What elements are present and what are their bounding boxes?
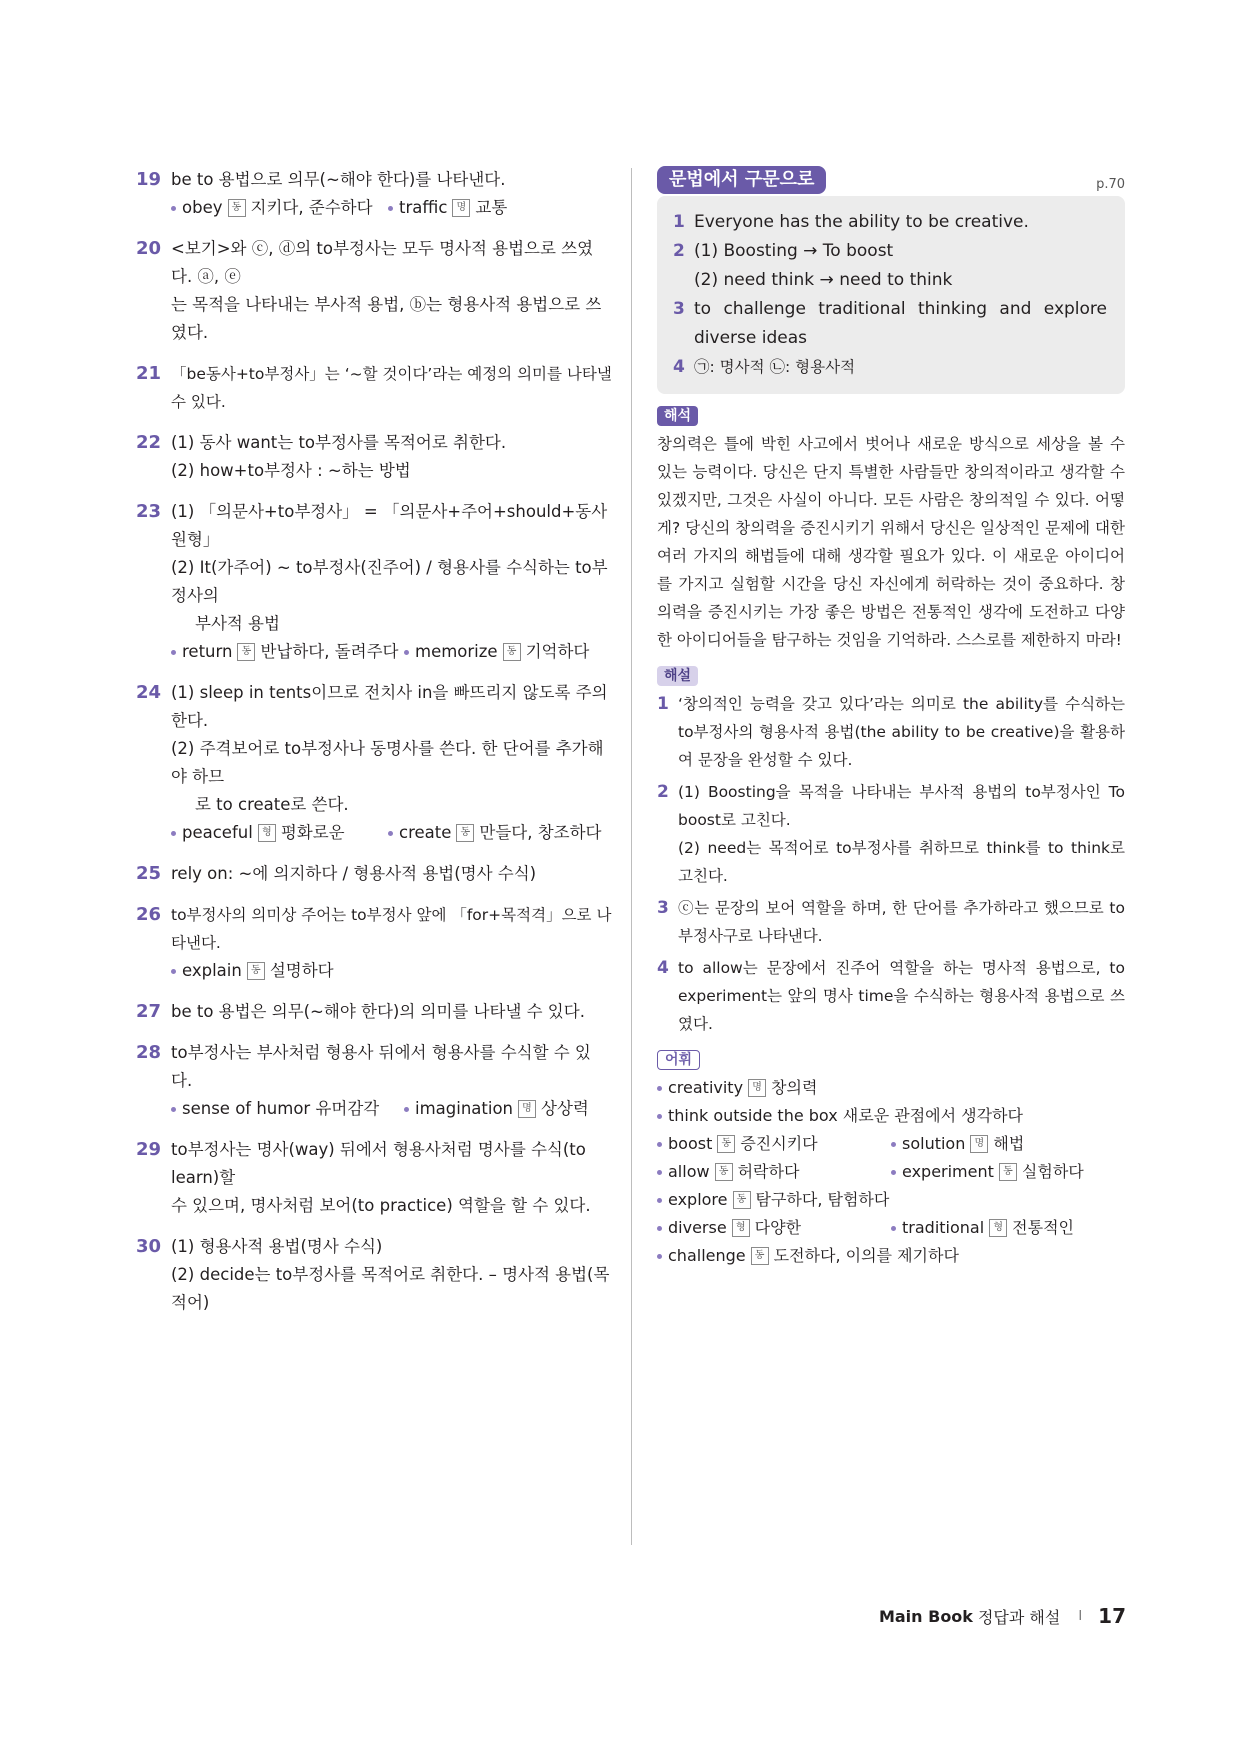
bullet-icon <box>171 831 176 836</box>
vocab-word: obey <box>182 198 223 217</box>
bullet-icon <box>657 1086 662 1091</box>
answer-number: 3 <box>673 299 685 319</box>
vocab-meaning: 지키다, 준수하다 <box>250 198 373 217</box>
answer-item <box>673 208 1107 237</box>
bullet-icon <box>388 206 393 211</box>
part-of-speech-badge: 동 <box>228 199 246 217</box>
question-number: 23 <box>136 501 162 522</box>
part-of-speech-badge: 동 <box>751 1247 769 1265</box>
explanation-line: to부정사는 명사(way) 뒤에서 형용사처럼 명사를 수식(to learn)할 <box>171 1140 586 1187</box>
answer-item <box>673 295 1107 353</box>
vocab-meaning: 창의력 <box>771 1078 818 1097</box>
vocab-meaning: 만들다, 창조하다 <box>479 823 602 842</box>
answer-text: (2) need think → need to think <box>694 270 953 290</box>
explanation-line: be to 용법으로 의무(~해야 한다)를 나타낸다. <box>171 170 506 189</box>
vocab-meaning: 상상력 <box>541 1099 589 1118</box>
right-column <box>657 166 1125 1270</box>
question-number: 22 <box>136 432 162 453</box>
vocab-list <box>657 1074 1125 1270</box>
vocab-line <box>171 1095 612 1123</box>
vocab-line <box>171 819 612 847</box>
explanation-line: (1) 형용사적 용법(명사 수식) <box>171 1237 383 1256</box>
explanation-line: 「be동사+to부정사」는 ‘~할 것이다’라는 예정의 의미를 나타낼 수 있다. <box>171 365 612 411</box>
vocab-word: solution <box>902 1134 966 1153</box>
question-number: 27 <box>136 1001 162 1022</box>
explanation-line: <보기>와 ⓒ, ⓓ의 to부정사는 모두 명사적 용법으로 쓰였다. ⓐ, ⓔ <box>171 239 594 286</box>
vocab-word: creativity <box>668 1078 744 1097</box>
vocab-meaning: 해법 <box>993 1134 1025 1153</box>
vocab-meaning: 전통적인 <box>1012 1218 1074 1237</box>
question-24 <box>136 679 612 847</box>
vocab-word: explore <box>668 1190 728 1209</box>
bullet-icon <box>657 1170 662 1175</box>
part-of-speech-badge: 동 <box>717 1135 735 1153</box>
explanation-line: (1) sleep in tents이므로 전치사 in을 빠뜨리지 않도록 주의한다. <box>171 683 608 730</box>
vocab-row <box>657 1158 1125 1186</box>
explanation-item <box>657 690 1125 774</box>
explanation-line: (2) how+to부정사 : ~하는 방법 <box>171 461 411 480</box>
explanation-number: 4 <box>657 958 669 978</box>
explanation-item <box>657 778 1125 890</box>
question-number: 25 <box>136 863 162 884</box>
answer-number: 2 <box>673 241 685 261</box>
vocab-word: return <box>182 642 233 661</box>
question-25 <box>136 860 612 888</box>
vocab-meaning: 도전하다, 이의를 제기하다 <box>773 1246 959 1265</box>
explanation-text: to allow는 문장에서 진주어 역할을 하는 명사적 용법으로, to experiment는 앞의 명사 time을 수식하는 형용사적 용법으로 쓰였다. <box>678 959 1125 1033</box>
part-of-speech-badge: 동 <box>999 1163 1017 1181</box>
question-21 <box>136 360 612 416</box>
page-number: 17 <box>1098 1604 1126 1628</box>
bullet-icon <box>388 831 393 836</box>
vocab-label: 어휘 <box>657 1050 700 1070</box>
bullet-icon <box>404 1107 409 1112</box>
explanation-line: to부정사는 부사처럼 형용사 뒤에서 형용사를 수식할 수 있다. <box>171 1043 591 1090</box>
part-of-speech-badge: 명 <box>970 1135 988 1153</box>
answer-box <box>657 196 1125 394</box>
explanation-label: 해설 <box>657 666 698 686</box>
left-column <box>136 166 612 1330</box>
explanation-line: (1) 「의문사+to부정사」 = 「의문사+주어+should+동사원형」 <box>171 502 608 549</box>
vocab-word: imagination <box>415 1099 514 1118</box>
vocab-word: challenge <box>668 1246 746 1265</box>
vocab-meaning: 새로운 관점에서 생각하다 <box>842 1106 1023 1125</box>
explanation-line: (1) 동사 want는 to부정사를 목적어로 취한다. <box>171 433 507 452</box>
vocab-meaning: 다양한 <box>754 1218 802 1237</box>
answer-item <box>673 353 1107 382</box>
vocab-meaning: 기억하다 <box>525 642 590 661</box>
question-20 <box>136 235 612 347</box>
explanation-text: ‘창의적인 능력을 갖고 있다’라는 의미로 the ability를 수식하는 to부정사의 형용사적 용법(the ability to be creative)을 활용하여 문장을 완성할 수 있다. <box>678 695 1125 769</box>
part-of-speech-badge: 동 <box>715 1163 733 1181</box>
part-of-speech-badge: 형 <box>732 1219 750 1237</box>
vocab-meaning: 증진시키다 <box>740 1134 818 1153</box>
answer-text: diverse ideas <box>694 328 807 348</box>
explanation-line: (2) decide는 to부정사를 목적어로 취한다. – 명사적 용법(목적어) <box>171 1265 610 1312</box>
vocab-word: traffic <box>399 198 448 217</box>
footer-separator: I <box>1078 1608 1083 1624</box>
vocab-meaning: 교통 <box>475 198 508 217</box>
answer-text: to challenge traditional thinking and explore <box>694 299 1107 319</box>
bullet-icon <box>657 1198 662 1203</box>
part-of-speech-badge: 동 <box>733 1191 751 1209</box>
vocab-meaning: 평화로운 <box>280 823 345 842</box>
vocab-word: memorize <box>415 642 498 661</box>
translation-text: 창의력은 틀에 박힌 사고에서 벗어나 새로운 방식으로 세상을 볼 수 있는 능력이다. 당신은 단지 특별한 사람들만 창의적이라고 생각할 수 있겠지만, 그것은 사실이 아니다. 모든 사람은 창의적일 수 있다. 어떻게? 당신의 창의력을 증진시키기 위해서 당신은 일상적인 문제에 대한 여러 가지의 해법들에 대해 생각할 필요가 있다. 이 새로운 아이디어를 가지고 실험할 시간을 당신 자신에게 허락하는 것이 중요하다. 창의력을 증진시키는 가장 좋은 방법은 전통적인 생각에 도전하고 다양한 아이디어들을 탐구하는 것임을 기억하라. 스스로를 제한하지 마라! <box>657 435 1125 649</box>
bullet-icon <box>657 1114 662 1119</box>
vocab-row <box>657 1186 1125 1214</box>
answer-number: 1 <box>673 212 685 232</box>
explanation-text: (2) need는 목적어로 to부정사를 취하므로 think를 to think로 고친다. <box>678 839 1125 885</box>
part-of-speech-badge: 형 <box>258 824 276 842</box>
vocab-word: boost <box>668 1134 713 1153</box>
vocab-word: create <box>399 823 452 842</box>
answer-text: (1) Boosting → To boost <box>694 241 894 261</box>
vocab-word: explain <box>182 961 242 980</box>
vocab-row <box>657 1242 1125 1270</box>
section-title: 문법에서 구문으로 <box>657 166 826 194</box>
vocab-row <box>657 1130 1125 1158</box>
bullet-icon <box>171 969 176 974</box>
vocab-word: traditional <box>902 1218 985 1237</box>
explanation-line: 로 to create로 쓴다. <box>195 795 349 814</box>
bullet-icon <box>657 1226 662 1231</box>
part-of-speech-badge: 명 <box>452 199 470 217</box>
explanation-line: 부사적 용법 <box>195 614 280 633</box>
vocab-meaning: 탐구하다, 탐험하다 <box>755 1190 890 1209</box>
explanation-item <box>657 954 1125 1038</box>
bullet-icon <box>891 1142 896 1147</box>
question-number: 19 <box>136 169 162 190</box>
bullet-icon <box>657 1254 662 1259</box>
vocab-word: diverse <box>668 1218 727 1237</box>
part-of-speech-badge: 동 <box>503 643 521 661</box>
part-of-speech-badge: 동 <box>247 962 265 980</box>
column-divider <box>631 168 632 1545</box>
question-number: 20 <box>136 238 162 259</box>
part-of-speech-badge: 동 <box>456 824 474 842</box>
explanation-line: to부정사의 의미상 주어는 to부정사 앞에 「for+목적격」으로 나타낸다. <box>171 906 612 952</box>
explanation-line: (2) 주격보어로 to부정사나 동명사를 쓴다. 한 단어를 추가해야 하므 <box>171 739 604 786</box>
vocab-word: think outside the box <box>668 1106 838 1125</box>
book-title: Main Book <box>878 1606 973 1626</box>
explanation-number: 2 <box>657 782 669 802</box>
section-header <box>657 166 1125 194</box>
vocab-word: sense of humor <box>182 1099 311 1118</box>
explanation-line: 수 있으며, 명사처럼 보어(to practice) 역할을 할 수 있다. <box>171 1196 591 1215</box>
vocab-line <box>171 194 612 222</box>
question-19 <box>136 166 612 222</box>
question-number: 21 <box>136 363 162 384</box>
answer-number: 4 <box>673 357 685 377</box>
question-29 <box>136 1136 612 1220</box>
part-of-speech-badge: 명 <box>748 1079 766 1097</box>
vocab-row <box>657 1074 1125 1102</box>
explanation-item <box>657 894 1125 950</box>
explanation-text: ⓒ는 문장의 보어 역할을 하며, 한 단어를 추가하라고 했으므로 to부정사구로 나타낸다. <box>678 899 1125 945</box>
question-number: 28 <box>136 1042 162 1063</box>
page-reference: p.70 <box>1096 177 1125 192</box>
bullet-icon <box>891 1226 896 1231</box>
vocab-word: experiment <box>902 1162 994 1181</box>
vocab-row <box>657 1214 1125 1242</box>
bullet-icon <box>404 650 409 655</box>
bullet-icon <box>171 650 176 655</box>
question-number: 26 <box>136 904 162 925</box>
bullet-icon <box>891 1170 896 1175</box>
question-22 <box>136 429 612 485</box>
explanation-number: 3 <box>657 898 669 918</box>
bullet-icon <box>171 206 176 211</box>
page-footer <box>879 1604 1126 1628</box>
answer-item <box>673 237 1107 295</box>
explanation-line: rely on: ~에 의지하다 / 형용사적 용법(명사 수식) <box>171 864 537 883</box>
vocab-row <box>657 1102 1125 1130</box>
vocab-meaning: 실험하다 <box>1021 1162 1084 1181</box>
question-28 <box>136 1039 612 1123</box>
explanation-line: be to 용법은 의무(~해야 한다)의 의미를 나타낼 수 있다. <box>171 1002 585 1021</box>
vocab-meaning: 유머감각 <box>315 1099 380 1118</box>
question-number: 24 <box>136 682 162 703</box>
bullet-icon <box>657 1142 662 1147</box>
vocab-word: peaceful <box>182 823 253 842</box>
vocab-meaning: 반납하다, 돌려주다 <box>260 642 399 661</box>
vocab-word: allow <box>668 1162 710 1181</box>
question-number: 29 <box>136 1139 162 1160</box>
explanation-line: (2) It(가주어) ~ to부정사(진주어) / 형용사를 수식하는 to부정사의 <box>171 558 608 605</box>
part-of-speech-badge: 형 <box>989 1219 1007 1237</box>
part-of-speech-badge: 동 <box>237 643 255 661</box>
answer-text: ㉠: 명사적 ㉡: 형용사적 <box>694 358 856 376</box>
explanation-text: (1) Boosting을 목적을 나타내는 부사적 용법의 to부정사인 To boost로 고친다. <box>678 783 1125 829</box>
bullet-icon <box>171 1107 176 1112</box>
question-27 <box>136 998 612 1026</box>
question-30 <box>136 1233 612 1317</box>
vocab-meaning: 허락하다 <box>737 1162 800 1181</box>
book-subtitle: 정답과 해설 <box>977 1607 1061 1627</box>
question-number: 30 <box>136 1236 162 1257</box>
explanation-line: 는 목적을 나타내는 부사적 용법, ⓑ는 형용사적 용법으로 쓰였다. <box>171 295 602 342</box>
vocab-line <box>171 638 612 666</box>
part-of-speech-badge: 명 <box>518 1100 536 1118</box>
question-26 <box>136 901 612 985</box>
question-23 <box>136 498 612 666</box>
explanation-number: 1 <box>657 694 669 714</box>
answer-text: Everyone has the ability to be creative. <box>694 212 1029 232</box>
vocab-line <box>171 957 612 985</box>
vocab-meaning: 설명하다 <box>269 961 334 980</box>
translation-label: 해석 <box>657 406 698 426</box>
